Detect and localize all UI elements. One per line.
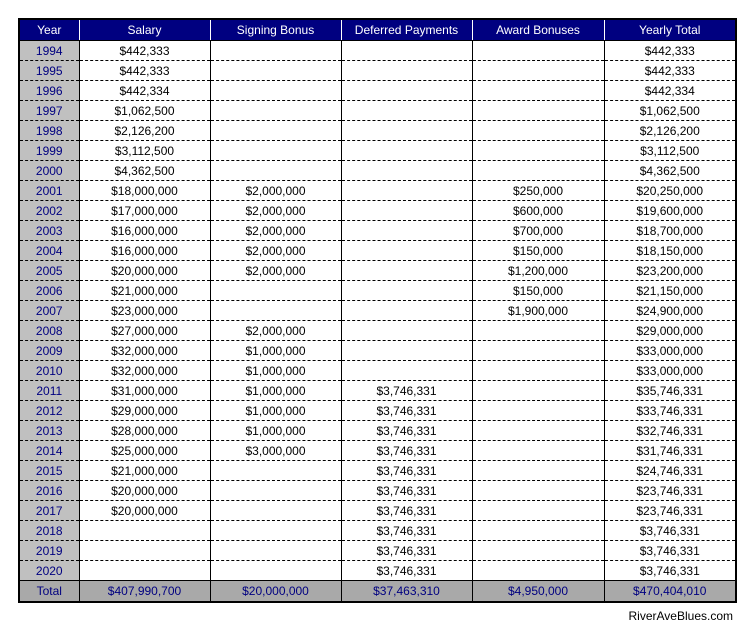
cell-award-bonuses [472, 441, 604, 461]
cell-salary: $2,126,200 [79, 121, 210, 141]
table-row [19, 541, 736, 561]
cell-year: 2005 [19, 261, 79, 281]
cell-deferred-payments [341, 221, 472, 241]
cell-deferred-payments [341, 341, 472, 361]
contract-table [18, 18, 737, 603]
table-row [19, 141, 736, 161]
cell-deferred-payments [341, 121, 472, 141]
cell-award-bonuses [472, 361, 604, 381]
cell-award-bonuses [472, 381, 604, 401]
cell-deferred-payments: $3,746,331 [341, 461, 472, 481]
cell-signing-bonus: $2,000,000 [210, 221, 341, 241]
cell-year: 2003 [19, 221, 79, 241]
cell-year: 2011 [19, 381, 79, 401]
cell-yearly-total: $19,600,000 [604, 201, 736, 221]
cell-signing-bonus [210, 141, 341, 161]
cell-yearly-total: $23,746,331 [604, 481, 736, 501]
table-row [19, 381, 736, 401]
cell-salary: $32,000,000 [79, 341, 210, 361]
cell-award-bonuses [472, 561, 604, 581]
cell-signing-bonus [210, 301, 341, 321]
cell-salary: $1,062,500 [79, 101, 210, 121]
cell-signing-bonus: $2,000,000 [210, 201, 341, 221]
cell-year: 2000 [19, 161, 79, 181]
cell-yearly-total: $31,746,331 [604, 441, 736, 461]
cell-award-bonuses [472, 161, 604, 181]
cell-yearly-total: $442,333 [604, 41, 736, 61]
cell-award-bonuses [472, 461, 604, 481]
cell-salary: $442,333 [79, 41, 210, 61]
cell-deferred-payments: $3,746,331 [341, 381, 472, 401]
cell-salary: $16,000,000 [79, 221, 210, 241]
cell-year: 1996 [19, 81, 79, 101]
cell-award-bonuses [472, 41, 604, 61]
table-row [19, 41, 736, 61]
cell-salary [79, 521, 210, 541]
cell-salary: $4,362,500 [79, 161, 210, 181]
cell-yearly-total: $18,700,000 [604, 221, 736, 241]
cell-yearly-total: $3,746,331 [604, 561, 736, 581]
header-year: Year [19, 19, 79, 41]
source-credit: RiverAveBlues.com [628, 609, 733, 623]
cell-salary: $442,334 [79, 81, 210, 101]
table-row [19, 201, 736, 221]
total-award-bonuses: $4,950,000 [472, 581, 604, 603]
cell-year: 2004 [19, 241, 79, 261]
table-row [19, 421, 736, 441]
cell-award-bonuses [472, 521, 604, 541]
cell-signing-bonus: $3,000,000 [210, 441, 341, 461]
table-row [19, 81, 736, 101]
cell-deferred-payments: $3,746,331 [341, 481, 472, 501]
header-deferred-payments: Deferred Payments [341, 19, 472, 41]
total-deferred-payments: $37,463,310 [341, 581, 472, 603]
cell-salary: $442,333 [79, 61, 210, 81]
cell-year: 2009 [19, 341, 79, 361]
cell-salary: $18,000,000 [79, 181, 210, 201]
cell-salary [79, 561, 210, 581]
cell-yearly-total: $35,746,331 [604, 381, 736, 401]
cell-award-bonuses: $250,000 [472, 181, 604, 201]
cell-deferred-payments: $3,746,331 [341, 401, 472, 421]
cell-signing-bonus: $2,000,000 [210, 321, 341, 341]
cell-year: 2010 [19, 361, 79, 381]
cell-yearly-total: $20,250,000 [604, 181, 736, 201]
cell-yearly-total: $29,000,000 [604, 321, 736, 341]
cell-yearly-total: $23,200,000 [604, 261, 736, 281]
cell-yearly-total: $33,746,331 [604, 401, 736, 421]
cell-signing-bonus [210, 461, 341, 481]
cell-yearly-total: $18,150,000 [604, 241, 736, 261]
cell-deferred-payments [341, 161, 472, 181]
cell-signing-bonus [210, 561, 341, 581]
cell-award-bonuses [472, 541, 604, 561]
cell-award-bonuses: $1,200,000 [472, 261, 604, 281]
cell-year: 2016 [19, 481, 79, 501]
cell-signing-bonus [210, 41, 341, 61]
cell-yearly-total: $3,746,331 [604, 521, 736, 541]
cell-yearly-total: $1,062,500 [604, 101, 736, 121]
table-row [19, 281, 736, 301]
totals-label: Total [19, 581, 79, 603]
cell-signing-bonus: $1,000,000 [210, 421, 341, 441]
cell-award-bonuses [472, 401, 604, 421]
cell-yearly-total: $3,746,331 [604, 541, 736, 561]
total-salary: $407,990,700 [79, 581, 210, 603]
cell-deferred-payments: $3,746,331 [341, 541, 472, 561]
table-row [19, 241, 736, 261]
cell-salary: $32,000,000 [79, 361, 210, 381]
cell-deferred-payments [341, 101, 472, 121]
cell-year: 2012 [19, 401, 79, 421]
header-award-bonuses: Award Bonuses [472, 19, 604, 41]
cell-yearly-total: $442,333 [604, 61, 736, 81]
cell-award-bonuses: $150,000 [472, 241, 604, 261]
table-row [19, 561, 736, 581]
cell-salary: $27,000,000 [79, 321, 210, 341]
cell-signing-bonus [210, 521, 341, 541]
cell-deferred-payments [341, 281, 472, 301]
cell-yearly-total: $23,746,331 [604, 501, 736, 521]
cell-yearly-total: $32,746,331 [604, 421, 736, 441]
cell-salary: $21,000,000 [79, 461, 210, 481]
totals-row [19, 581, 736, 603]
cell-signing-bonus: $1,000,000 [210, 361, 341, 381]
cell-year: 1997 [19, 101, 79, 121]
cell-award-bonuses [472, 121, 604, 141]
cell-deferred-payments [341, 81, 472, 101]
cell-year: 1999 [19, 141, 79, 161]
cell-award-bonuses [472, 101, 604, 121]
header-row [19, 19, 736, 41]
cell-signing-bonus [210, 121, 341, 141]
cell-deferred-payments: $3,746,331 [341, 421, 472, 441]
cell-salary: $20,000,000 [79, 261, 210, 281]
cell-award-bonuses [472, 81, 604, 101]
cell-year: 2008 [19, 321, 79, 341]
cell-deferred-payments [341, 181, 472, 201]
cell-salary: $29,000,000 [79, 401, 210, 421]
table-row [19, 501, 736, 521]
cell-signing-bonus [210, 541, 341, 561]
contract-table-container [18, 18, 735, 603]
cell-deferred-payments [341, 201, 472, 221]
cell-yearly-total: $33,000,000 [604, 361, 736, 381]
table-row [19, 121, 736, 141]
cell-signing-bonus [210, 161, 341, 181]
cell-signing-bonus: $2,000,000 [210, 181, 341, 201]
cell-award-bonuses: $600,000 [472, 201, 604, 221]
cell-deferred-payments [341, 261, 472, 281]
cell-award-bonuses [472, 141, 604, 161]
cell-signing-bonus: $2,000,000 [210, 241, 341, 261]
header-salary: Salary [79, 19, 210, 41]
cell-yearly-total: $21,150,000 [604, 281, 736, 301]
cell-year: 2020 [19, 561, 79, 581]
total-yearly-total: $470,404,010 [604, 581, 736, 603]
cell-signing-bonus: $1,000,000 [210, 381, 341, 401]
cell-year: 2002 [19, 201, 79, 221]
cell-deferred-payments: $3,746,331 [341, 521, 472, 541]
cell-salary: $16,000,000 [79, 241, 210, 261]
table-row [19, 321, 736, 341]
table-row [19, 61, 736, 81]
cell-signing-bonus [210, 281, 341, 301]
cell-year: 2017 [19, 501, 79, 521]
cell-yearly-total: $3,112,500 [604, 141, 736, 161]
cell-signing-bonus [210, 481, 341, 501]
cell-yearly-total: $33,000,000 [604, 341, 736, 361]
cell-year: 2015 [19, 461, 79, 481]
cell-deferred-payments [341, 321, 472, 341]
cell-award-bonuses: $150,000 [472, 281, 604, 301]
table-row [19, 521, 736, 541]
header-yearly-total: Yearly Total [604, 19, 736, 41]
cell-salary: $20,000,000 [79, 501, 210, 521]
table-row [19, 161, 736, 181]
cell-year: 1998 [19, 121, 79, 141]
cell-deferred-payments: $3,746,331 [341, 561, 472, 581]
cell-year: 2007 [19, 301, 79, 321]
cell-year: 2013 [19, 421, 79, 441]
table-row [19, 441, 736, 461]
cell-signing-bonus: $1,000,000 [210, 341, 341, 361]
cell-deferred-payments [341, 141, 472, 161]
table-row [19, 401, 736, 421]
cell-award-bonuses: $1,900,000 [472, 301, 604, 321]
cell-yearly-total: $24,746,331 [604, 461, 736, 481]
cell-signing-bonus [210, 61, 341, 81]
table-row [19, 261, 736, 281]
cell-deferred-payments [341, 61, 472, 81]
cell-deferred-payments [341, 301, 472, 321]
cell-salary: $3,112,500 [79, 141, 210, 161]
cell-deferred-payments [341, 241, 472, 261]
cell-yearly-total: $24,900,000 [604, 301, 736, 321]
header-signing-bonus: Signing Bonus [210, 19, 341, 41]
cell-year: 2019 [19, 541, 79, 561]
cell-award-bonuses [472, 501, 604, 521]
cell-signing-bonus [210, 101, 341, 121]
cell-salary: $25,000,000 [79, 441, 210, 461]
table-row [19, 341, 736, 361]
table-body [19, 41, 736, 581]
cell-signing-bonus: $2,000,000 [210, 261, 341, 281]
table-row [19, 301, 736, 321]
cell-signing-bonus: $1,000,000 [210, 401, 341, 421]
cell-salary: $21,000,000 [79, 281, 210, 301]
cell-salary: $28,000,000 [79, 421, 210, 441]
cell-year: 1994 [19, 41, 79, 61]
cell-deferred-payments [341, 41, 472, 61]
cell-year: 2014 [19, 441, 79, 461]
cell-year: 2006 [19, 281, 79, 301]
cell-deferred-payments: $3,746,331 [341, 441, 472, 461]
cell-year: 1995 [19, 61, 79, 81]
cell-signing-bonus [210, 501, 341, 521]
table-row [19, 101, 736, 121]
cell-deferred-payments: $3,746,331 [341, 501, 472, 521]
cell-signing-bonus [210, 81, 341, 101]
cell-salary [79, 541, 210, 561]
cell-year: 2018 [19, 521, 79, 541]
cell-award-bonuses: $700,000 [472, 221, 604, 241]
total-signing-bonus: $20,000,000 [210, 581, 341, 603]
cell-yearly-total: $2,126,200 [604, 121, 736, 141]
table-row [19, 481, 736, 501]
cell-yearly-total: $4,362,500 [604, 161, 736, 181]
table-row [19, 221, 736, 241]
cell-award-bonuses [472, 481, 604, 501]
cell-award-bonuses [472, 321, 604, 341]
cell-deferred-payments [341, 361, 472, 381]
cell-salary: $23,000,000 [79, 301, 210, 321]
cell-salary: $31,000,000 [79, 381, 210, 401]
cell-award-bonuses [472, 61, 604, 81]
cell-award-bonuses [472, 341, 604, 361]
table-row [19, 181, 736, 201]
cell-salary: $17,000,000 [79, 201, 210, 221]
cell-yearly-total: $442,334 [604, 81, 736, 101]
table-row [19, 361, 736, 381]
cell-year: 2001 [19, 181, 79, 201]
cell-award-bonuses [472, 421, 604, 441]
table-row [19, 461, 736, 481]
cell-salary: $20,000,000 [79, 481, 210, 501]
